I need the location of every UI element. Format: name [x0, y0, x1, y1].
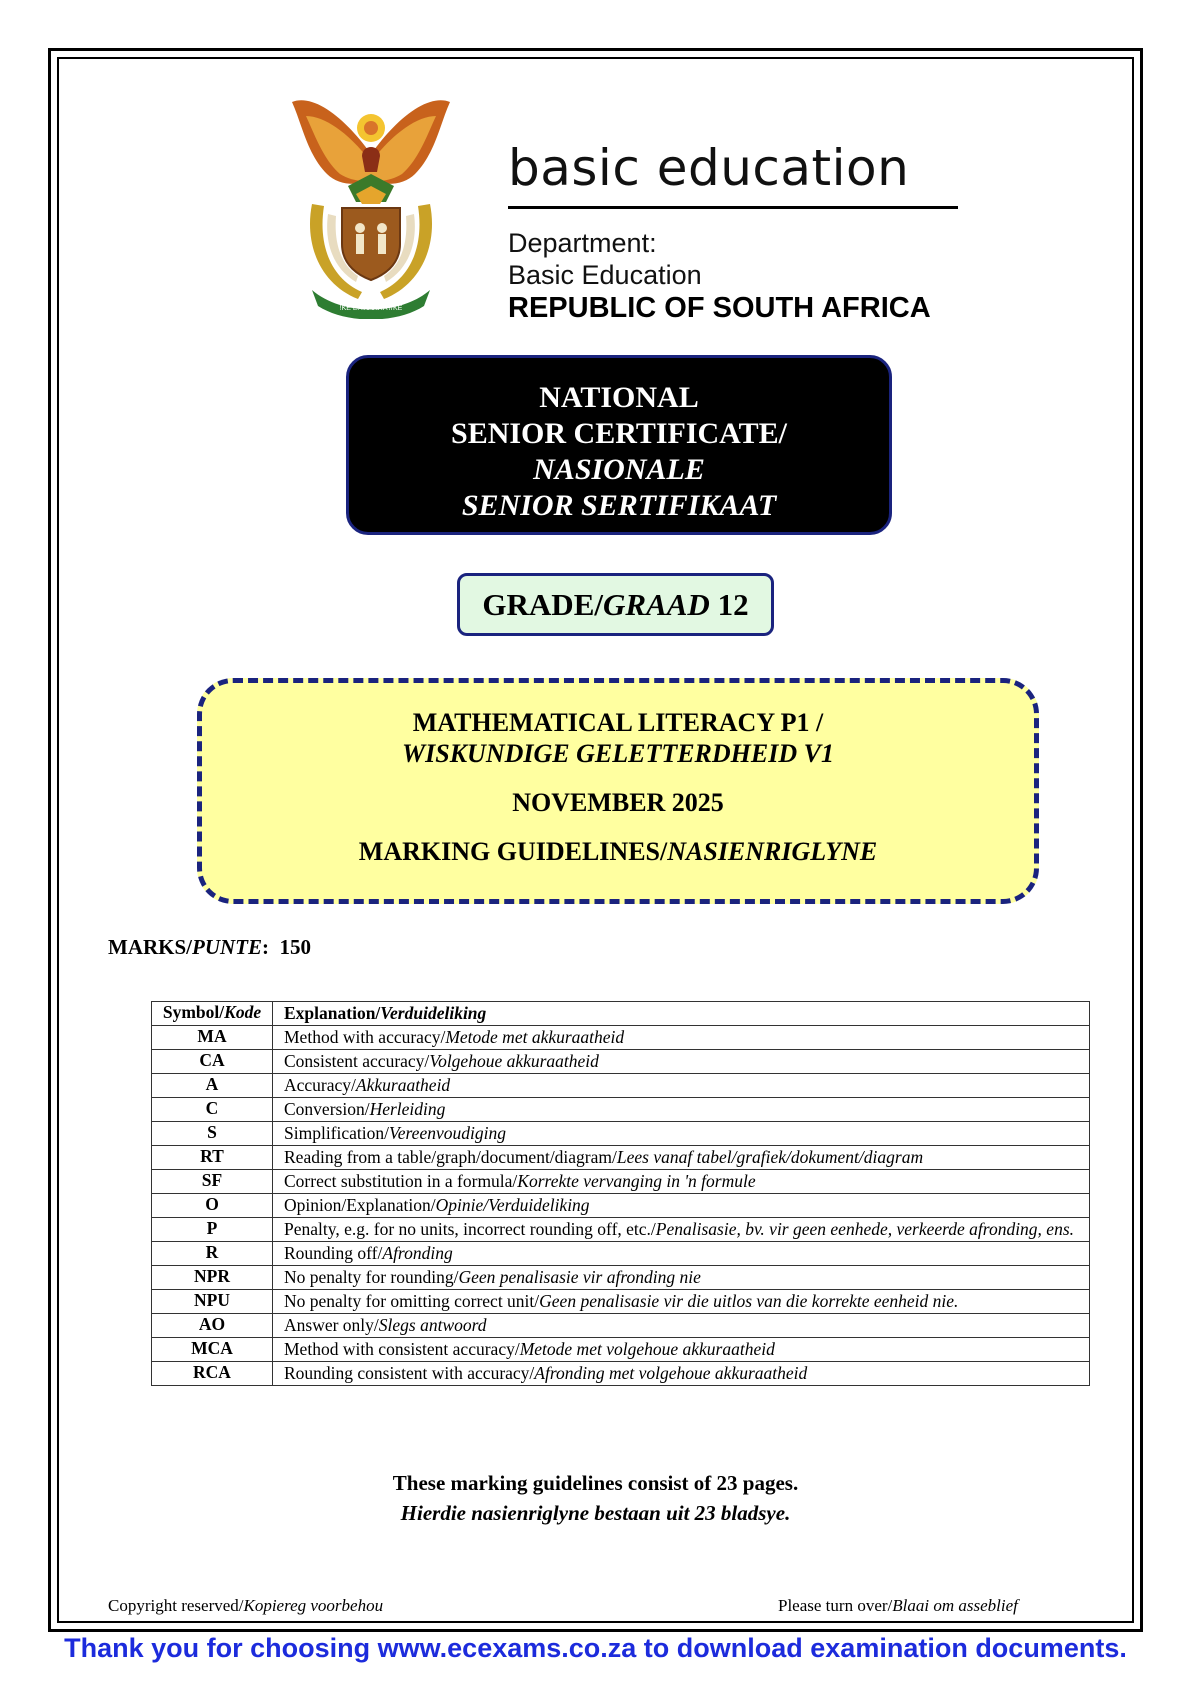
brand-title: basic education [508, 139, 910, 197]
symbol-code: P [152, 1218, 273, 1242]
symbol-explanation: Penalty, e.g. for no units, incorrect rounding off, etc./Penalisasie, bv. vir geen eenhede, verkeerde afronding, ens. [273, 1218, 1090, 1242]
guidelines-title [202, 836, 1034, 867]
download-watermark: Thank you for choosing www.ecexams.co.za to download examination documents. [64, 1633, 1127, 1663]
certificate-box [346, 355, 892, 535]
brand-rule [508, 206, 958, 209]
symbol-code: A [152, 1074, 273, 1098]
symbol-explanation: Conversion/Herleiding [273, 1098, 1090, 1122]
symbol-code: C [152, 1098, 273, 1122]
grade-label-en: GRADE/ [482, 587, 603, 622]
subject-title-en: MATHEMATICAL LITERACY P1 / [412, 708, 824, 737]
symbol-row [152, 1290, 1090, 1314]
symbol-code: RCA [152, 1362, 273, 1386]
symbol-table-header [152, 1002, 1090, 1026]
certificate-line3: NASIONALE [533, 453, 705, 486]
symbol-explanation: Consistent accuracy/Volgehoue akkuraatheid [273, 1050, 1090, 1074]
symbol-explanation: Rounding off/Afronding [273, 1242, 1090, 1266]
subject-title-af: WISKUNDIGE GELETTERDHEID V1 [402, 739, 834, 768]
symbol-row [152, 1242, 1090, 1266]
symbol-explanation: Answer only/Slegs antwoord [273, 1314, 1090, 1338]
symbol-explanation: Reading from a table/graph/document/diagram/Lees vanaf tabel/grafiek/dokument/diagram [273, 1146, 1090, 1170]
symbol-row [152, 1314, 1090, 1338]
symbol-row [152, 1194, 1090, 1218]
marks-label-af: PUNTE [192, 935, 262, 959]
symbol-table [151, 1001, 1090, 1386]
symbol-code: MA [152, 1026, 273, 1050]
symbol-explanation: Opinion/Explanation/Opinie/Verduideliking [273, 1194, 1090, 1218]
explanation-column-header: Explanation/Verduideliking [273, 1002, 1090, 1026]
symbol-row [152, 1266, 1090, 1290]
symbol-row [152, 1074, 1090, 1098]
symbol-column-header: Symbol/Kode [152, 1002, 273, 1026]
symbol-row [152, 1338, 1090, 1362]
symbol-code: CA [152, 1050, 273, 1074]
symbol-explanation: No penalty for rounding/Geen penalisasie vir afronding nie [273, 1266, 1090, 1290]
turn-over-notice: Please turn over/Blaai om asseblief [778, 1596, 1018, 1615]
symbol-code: R [152, 1242, 273, 1266]
symbol-row [152, 1026, 1090, 1050]
grade-label-af: GRAAD [603, 587, 710, 622]
guidelines-af: NASIENRIGLYNE [667, 837, 878, 866]
grade-number: 12 [717, 587, 749, 622]
symbol-code: O [152, 1194, 273, 1218]
symbol-explanation: Rounding consistent with accuracy/Afronding met volgehoue akkuraatheid [273, 1362, 1090, 1386]
department-header [508, 140, 958, 325]
symbol-code: MCA [152, 1338, 273, 1362]
copyright-notice: Copyright reserved/Kopiereg voorbehou [108, 1596, 384, 1615]
symbol-explanation: Method with consistent accuracy/Metode met volgehoue akkuraatheid [273, 1338, 1090, 1362]
symbol-row [152, 1170, 1090, 1194]
symbol-code: NPU [152, 1290, 273, 1314]
grade-box [457, 573, 774, 636]
symbol-code: AO [152, 1314, 273, 1338]
certificate-line2: SENIOR CERTIFICATE/ [451, 417, 787, 450]
page-count-en: These marking guidelines consist of 23 pages. [392, 1471, 799, 1495]
department-name: Basic Education [508, 260, 702, 290]
symbol-code: RT [152, 1146, 273, 1170]
symbol-code: NPR [152, 1266, 273, 1290]
symbol-code: SF [152, 1170, 273, 1194]
total-marks: MARKS/PUNTE: 150 [108, 935, 311, 959]
symbol-code: S [152, 1122, 273, 1146]
symbol-row [152, 1146, 1090, 1170]
symbol-row [152, 1362, 1090, 1386]
symbol-row [152, 1050, 1090, 1074]
subject-box [197, 678, 1039, 904]
symbol-explanation: No penalty for omitting correct unit/Geen penalisasie vir die uitlos van die korrekte eenheid nie. [273, 1290, 1090, 1314]
symbol-row [152, 1218, 1090, 1242]
coat-of-arms-logo [282, 94, 460, 319]
symbol-explanation: Correct substitution in a formula/Korrekte vervanging in 'n formule [273, 1170, 1090, 1194]
certificate-line4: SENIOR SERTIFIKAAT [461, 489, 777, 522]
page-count-af: Hierdie nasienriglyne bestaan uit 23 bladsye. [400, 1501, 791, 1525]
exam-session: NOVEMBER 2025 [512, 788, 724, 817]
certificate-line1: NATIONAL [539, 381, 699, 414]
marks-label-en: MARKS/ [108, 935, 192, 959]
crest-motto: !KE E: /XARRA //KE [339, 305, 403, 312]
symbol-row [152, 1098, 1090, 1122]
symbol-row [152, 1122, 1090, 1146]
page-count-note [0, 1468, 1191, 1528]
symbol-explanation: Accuracy/Akkuraatheid [273, 1074, 1090, 1098]
guidelines-en: MARKING GUIDELINES/ [358, 837, 668, 866]
symbol-explanation: Method with accuracy/Metode met akkuraatheid [273, 1026, 1090, 1050]
symbol-explanation: Simplification/Vereenvoudiging [273, 1122, 1090, 1146]
country-name: REPUBLIC OF SOUTH AFRICA [508, 292, 931, 324]
marks-value: 150 [279, 935, 311, 959]
department-label: Department: [508, 228, 657, 258]
